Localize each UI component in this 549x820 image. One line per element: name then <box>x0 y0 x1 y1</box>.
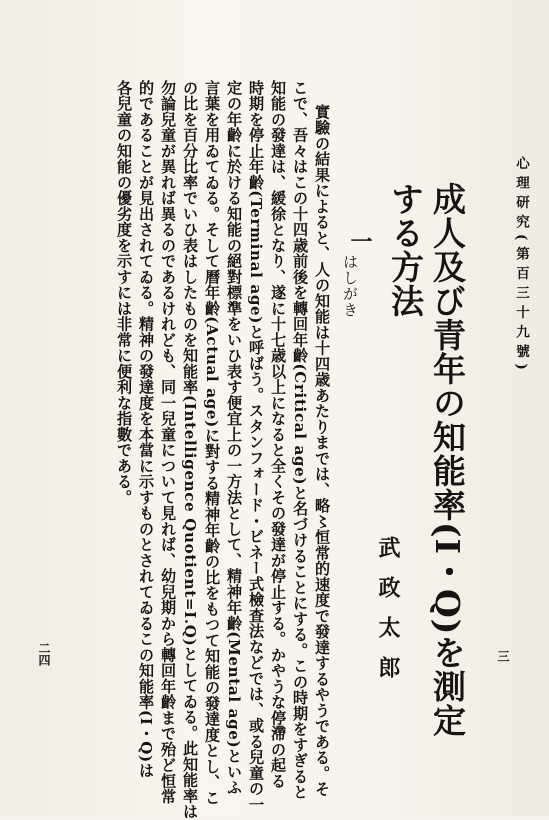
body-line-9: 的であることが見出されてゐる。精神の發達度を本當に示すものとされてゐるこの知能率(I・Q)は <box>137 80 155 779</box>
section-number: 一 <box>347 230 373 252</box>
body-line-2: こで、吾々はこの十四歳前後を轉回年齡(Critical age)と名づけることにする。この時期をすぎると <box>291 80 309 801</box>
body-line-5: 定の年齡に於ける知能の絕對標準をいひ表す便宜上の一方法として、精神年齡(Mental age)といふ <box>225 80 243 796</box>
article-title-line-1: 成人及び青年の知能率(I・Q)を測定 <box>428 182 467 738</box>
section-title: はしがき <box>341 254 359 318</box>
body-line-3: 知能の發達は、緩徐となり、遂に十七歳以上になると全くその發達が停止する。かやうな停滯の起る <box>269 80 287 789</box>
body-line-6: 言葉を用ゐてゐる。そして曆年齡(Actual age)に對する精神年齡の比をもつて知能の發達度とし、こ <box>203 80 221 806</box>
page-number-left: 二四 <box>37 642 51 666</box>
author-name: 武政太郎 <box>375 536 401 696</box>
page-number-right: 三 <box>496 650 510 662</box>
body-line-1: 實驗の結果によると、人の知能は十四歳あたりまでは、略〻恒常的速度で發達するやうである。そ <box>313 104 331 797</box>
body-line-8: 勿論兒童が異れば異るのであるけれども、同一兒童について見れば、幼兒期から轉回年齡まで殆ど恒常 <box>159 80 177 805</box>
body-line-7: の比を百分比率でいひ表はしたものを知能率(Intelligence Quotient=I.Q)としてゐる。此知能率は <box>181 80 199 820</box>
article-title-line-2: する方法 <box>386 182 425 318</box>
body-line-10: 各兒童の知能の優劣度を示すには非常に便利な指數である。 <box>115 80 133 506</box>
journal-header: 心理研究(第百三十九號) <box>513 156 529 376</box>
body-line-4: 時期を停止年齡(Terminal age)と呼ばう。スタンフォード・ビネー式檢査法などでは、或る兒童の一 <box>247 80 265 813</box>
